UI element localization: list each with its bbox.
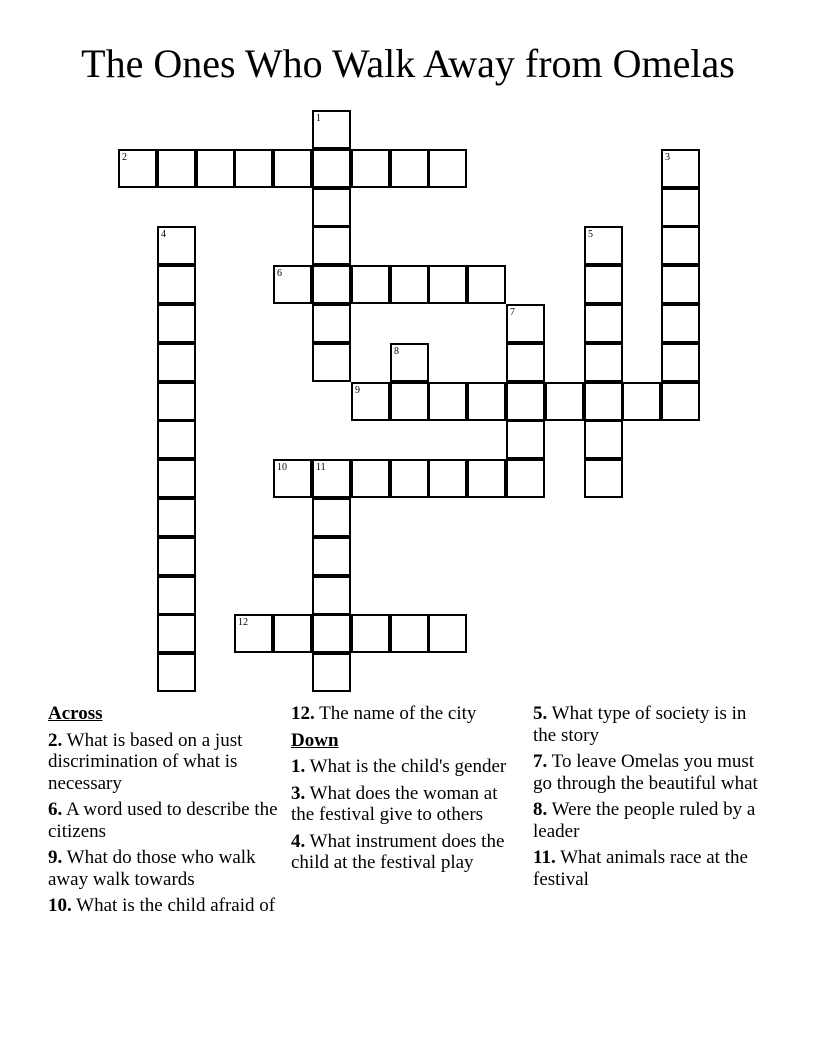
clue-text: A word used to describe the citizens: [48, 799, 278, 842]
grid-cell[interactable]: [157, 498, 196, 537]
grid-cell[interactable]: [428, 459, 467, 498]
grid-cell[interactable]: [661, 226, 700, 265]
across-clue-2: [48, 730, 278, 795]
clue-number: 7.: [533, 751, 548, 772]
grid-cell[interactable]: [506, 304, 545, 343]
grid-cell[interactable]: [351, 382, 390, 421]
grid-cell[interactable]: [467, 265, 506, 304]
grid-cell[interactable]: [622, 382, 661, 421]
grid-cell[interactable]: [157, 576, 196, 615]
cell-number: 4: [161, 229, 166, 240]
clue-column-3: [533, 703, 763, 895]
grid-cell[interactable]: [273, 265, 312, 304]
across-heading: Across: [48, 703, 103, 724]
clue-text: What do those who walk away walk towards: [48, 847, 256, 890]
grid-cell[interactable]: [506, 343, 545, 382]
down-clue-1: [291, 756, 521, 778]
grid-cell[interactable]: [390, 149, 429, 188]
clue-column-1: [48, 703, 278, 922]
grid-cell[interactable]: [351, 149, 390, 188]
grid-cell[interactable]: [584, 265, 623, 304]
grid-cell[interactable]: [584, 226, 623, 265]
grid-cell[interactable]: [584, 420, 623, 459]
grid-cell[interactable]: [312, 226, 351, 265]
grid-cell[interactable]: [312, 498, 351, 537]
down-heading: Down: [291, 729, 339, 751]
grid-cell[interactable]: [157, 304, 196, 343]
grid-cell[interactable]: [157, 653, 196, 692]
clue-number: 5.: [533, 703, 548, 724]
grid-cell[interactable]: [157, 420, 196, 459]
across-clue-9: [48, 847, 278, 890]
down-clue-11: [533, 847, 763, 890]
grid-cell[interactable]: [428, 265, 467, 304]
clue-text: What is the child's gender: [309, 756, 507, 777]
grid-cell[interactable]: [390, 459, 429, 498]
clue-number: 12.: [291, 703, 315, 724]
grid-cell[interactable]: [428, 149, 467, 188]
down-clue-7: [533, 751, 763, 794]
grid-cell[interactable]: [312, 614, 351, 653]
grid-cell[interactable]: [196, 149, 235, 188]
clue-number: 8.: [533, 799, 548, 820]
grid-cell[interactable]: [312, 653, 351, 692]
grid-cell[interactable]: [312, 304, 351, 343]
grid-cell[interactable]: [545, 382, 584, 421]
clue-text: Were the people ruled by a leader: [533, 799, 756, 842]
down-clue-5: [533, 703, 763, 746]
grid-cell[interactable]: [157, 382, 196, 421]
clue-number: 2.: [48, 729, 63, 751]
grid-cell[interactable]: [312, 576, 351, 615]
clue-text: What is the child afraid of: [76, 895, 276, 916]
grid-cell[interactable]: [506, 382, 545, 421]
grid-cell[interactable]: [506, 420, 545, 459]
grid-cell[interactable]: [661, 149, 700, 188]
grid-cell[interactable]: [312, 265, 351, 304]
grid-cell[interactable]: [390, 614, 429, 653]
cell-number: 11: [316, 462, 326, 473]
down-clue-8: [533, 799, 763, 842]
grid-cell[interactable]: [661, 265, 700, 304]
across-clue-6: [48, 799, 278, 842]
grid-cell[interactable]: [157, 537, 196, 576]
clue-number: 3.: [291, 782, 306, 804]
grid-cell[interactable]: [234, 614, 273, 653]
clue-text: What type of society is in the story: [533, 703, 747, 746]
grid-cell[interactable]: [157, 343, 196, 382]
grid-cell[interactable]: [661, 343, 700, 382]
clue-number: 4.: [291, 830, 306, 852]
grid-cell[interactable]: [157, 149, 196, 188]
grid-cell[interactable]: [584, 459, 623, 498]
grid-cell[interactable]: [118, 149, 157, 188]
cell-number: 5: [588, 229, 593, 240]
grid-cell[interactable]: [157, 265, 196, 304]
grid-cell[interactable]: [390, 343, 429, 382]
grid-cell[interactable]: [584, 304, 623, 343]
cell-number: 12: [238, 617, 248, 628]
grid-cell[interactable]: [467, 382, 506, 421]
grid-cell[interactable]: [351, 459, 390, 498]
grid-cell[interactable]: [273, 614, 312, 653]
down-clue-3: [291, 783, 521, 826]
grid-cell[interactable]: [661, 188, 700, 227]
grid-cell[interactable]: [390, 265, 429, 304]
cell-number: 3: [665, 152, 670, 163]
puzzle-title: The Ones Who Walk Away from Omelas: [81, 41, 735, 86]
grid-cell[interactable]: [351, 614, 390, 653]
grid-cell[interactable]: [467, 459, 506, 498]
grid-cell[interactable]: [157, 226, 196, 265]
grid-cell[interactable]: [506, 459, 545, 498]
cell-number: 7: [510, 307, 515, 318]
cell-number: 8: [394, 346, 399, 357]
cell-number: 9: [355, 385, 360, 396]
clue-column-2: [291, 703, 521, 879]
across-clue-10: [48, 895, 278, 917]
grid-cell[interactable]: [312, 149, 351, 188]
across-clue-12: [291, 703, 521, 725]
grid-cell[interactable]: [273, 149, 312, 188]
clue-text: The name of the city: [319, 703, 477, 724]
grid-cell[interactable]: [157, 459, 196, 498]
grid-cell[interactable]: [312, 110, 351, 149]
grid-cell[interactable]: [312, 459, 351, 498]
grid-cell[interactable]: [312, 537, 351, 576]
clue-text: What is based on a just discrimination of what is necessary: [48, 729, 243, 794]
grid-cell[interactable]: [312, 188, 351, 227]
clue-text: What animals race at the festival: [533, 847, 748, 890]
cell-number: 2: [122, 152, 127, 163]
clue-number: 10.: [48, 895, 72, 916]
down-clue-4: [291, 831, 521, 874]
grid-cell[interactable]: [234, 149, 273, 188]
clue-number: 9.: [48, 847, 63, 868]
clue-text: What does the woman at the festival give to others: [291, 782, 498, 825]
clue-number: 1.: [291, 756, 306, 777]
grid-cell[interactable]: [584, 343, 623, 382]
cell-number: 6: [277, 268, 282, 279]
grid-cell[interactable]: [351, 265, 390, 304]
grid-cell[interactable]: [584, 382, 623, 421]
clue-text: What instrument does the child at the festival play: [291, 830, 505, 873]
grid-cell[interactable]: [390, 382, 429, 421]
grid-cell[interactable]: [273, 459, 312, 498]
grid-cell[interactable]: [312, 343, 351, 382]
grid-cell[interactable]: [157, 614, 196, 653]
grid-cell[interactable]: [428, 614, 467, 653]
grid-cell[interactable]: [428, 382, 467, 421]
clue-number: 6.: [48, 799, 63, 820]
clue-number: 11.: [533, 847, 556, 868]
grid-cell[interactable]: [661, 304, 700, 343]
clue-text: To leave Omelas you must go through the beautiful what: [533, 751, 758, 794]
cell-number: 1: [316, 113, 321, 124]
cell-number: 10: [277, 462, 287, 473]
grid-cell[interactable]: [661, 382, 700, 421]
